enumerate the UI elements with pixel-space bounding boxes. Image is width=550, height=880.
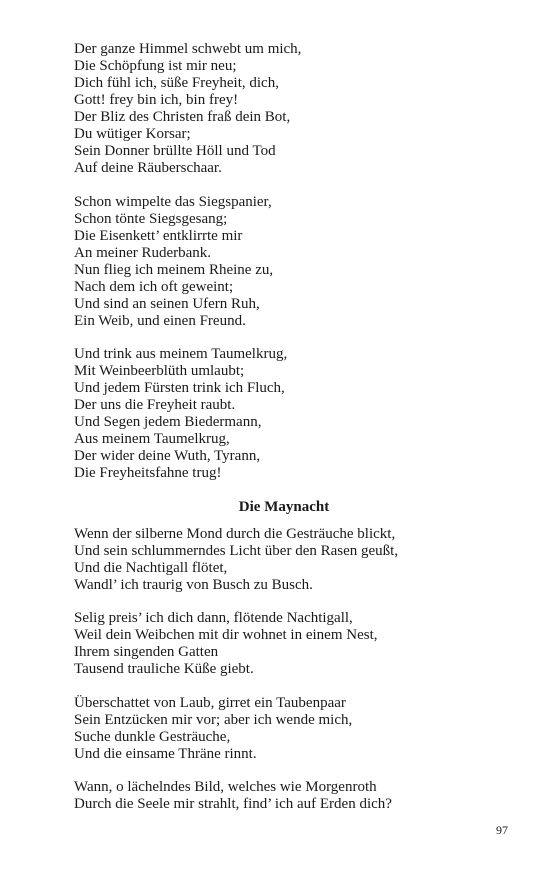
verse-line: Wann, o lächelndes Bild, welches wie Morgenroth bbox=[74, 779, 377, 795]
verse-line: Und die Nachtigall flötet, bbox=[74, 559, 228, 576]
verse-line: Und die einsame Thräne rinnt. bbox=[74, 745, 257, 762]
poem2-stanza-3 bbox=[74, 695, 494, 763]
verse-line: Mit Weinbeerblüth umlaubt; bbox=[74, 363, 245, 379]
verse-line: Auf deine Räuberschaar. bbox=[74, 160, 222, 176]
verse-line: Selig preis’ ich dich dann, flötende Nachtigall, bbox=[74, 610, 353, 626]
verse-line: Schon tönte Siegsgesang; bbox=[74, 210, 228, 227]
verse-line: Der wider deine Wuth, Tyrann, bbox=[74, 448, 261, 464]
verse-line: Wandl’ ich traurig von Busch zu Busch. bbox=[74, 576, 313, 593]
poem1-stanza-2 bbox=[74, 194, 494, 330]
text-column bbox=[74, 41, 494, 830]
verse-line: Nun flieg ich meinem Rheine zu, bbox=[74, 261, 274, 278]
verse-line: Du wütiger Korsar; bbox=[74, 126, 191, 142]
verse-line: Und sind an seinen Ufern Ruh, bbox=[74, 295, 260, 312]
verse-line: Überschattet von Laub, girret ein Taubenpaar bbox=[74, 694, 346, 711]
verse-line: Ihrem singenden Gatten bbox=[74, 644, 219, 660]
verse-line: Der ganze Himmel schwebt um mich, bbox=[74, 41, 302, 57]
verse-line: Schon wimpelte das Siegspanier, bbox=[74, 193, 272, 210]
page-number: 97 bbox=[496, 823, 508, 837]
verse-line: Tausend trauliche Küße giebt. bbox=[74, 661, 254, 677]
verse-line: Durch die Seele mir strahlt, find’ ich auf Erden dich? bbox=[74, 796, 392, 812]
verse-line: Wenn der silberne Mond durch die Gesträuche blickt, bbox=[74, 525, 396, 542]
poem2-stanza-2 bbox=[74, 610, 494, 678]
verse-line: Nach dem ich oft geweint; bbox=[74, 278, 234, 295]
verse-line: Dich fühl ich, süße Freyheit, dich, bbox=[74, 75, 279, 91]
poem2-stanza-4 bbox=[74, 779, 494, 813]
verse-line: Ein Weib, und einen Freund. bbox=[74, 312, 246, 329]
verse-line: Gott! frey bin ich, bin frey! bbox=[74, 92, 239, 108]
verse-line: Die Eisenkett’ entklirrte mir bbox=[74, 227, 243, 244]
verse-line: Und sein schlummerndes Licht über den Rasen geußt, bbox=[74, 542, 399, 559]
verse-line: Und Segen jedem Biedermann, bbox=[74, 414, 262, 430]
poem-title: Die Maynacht bbox=[238, 498, 330, 515]
verse-line: Sein Entzücken mir vor; aber ich wende mich, bbox=[74, 711, 353, 728]
poem2-stanza-1 bbox=[74, 526, 494, 594]
verse-line: Und trink aus meinem Taumelkrug, bbox=[74, 346, 288, 362]
verse-line: Der uns die Freyheit raubt. bbox=[74, 397, 236, 413]
verse-line: Der Bliz des Christen fraß dein Bot, bbox=[74, 109, 291, 125]
verse-line: Die Schöpfung ist mir neu; bbox=[74, 58, 237, 74]
verse-line: Sein Donner brüllte Höll und Tod bbox=[74, 143, 276, 159]
verse-line: Weil dein Weibchen mit dir wohnet in einem Nest, bbox=[74, 627, 378, 643]
verse-line: Suche dunkle Gesträuche, bbox=[74, 728, 231, 745]
poem1-stanza-3 bbox=[74, 346, 494, 482]
verse-line: Und jedem Fürsten trink ich Fluch, bbox=[74, 380, 285, 396]
verse-line: Aus meinem Taumelkrug, bbox=[74, 431, 230, 447]
poem1-stanza-1 bbox=[74, 41, 494, 177]
verse-line: An meiner Ruderbank. bbox=[74, 244, 212, 261]
verse-line: Die Freyheitsfahne trug! bbox=[74, 465, 222, 481]
